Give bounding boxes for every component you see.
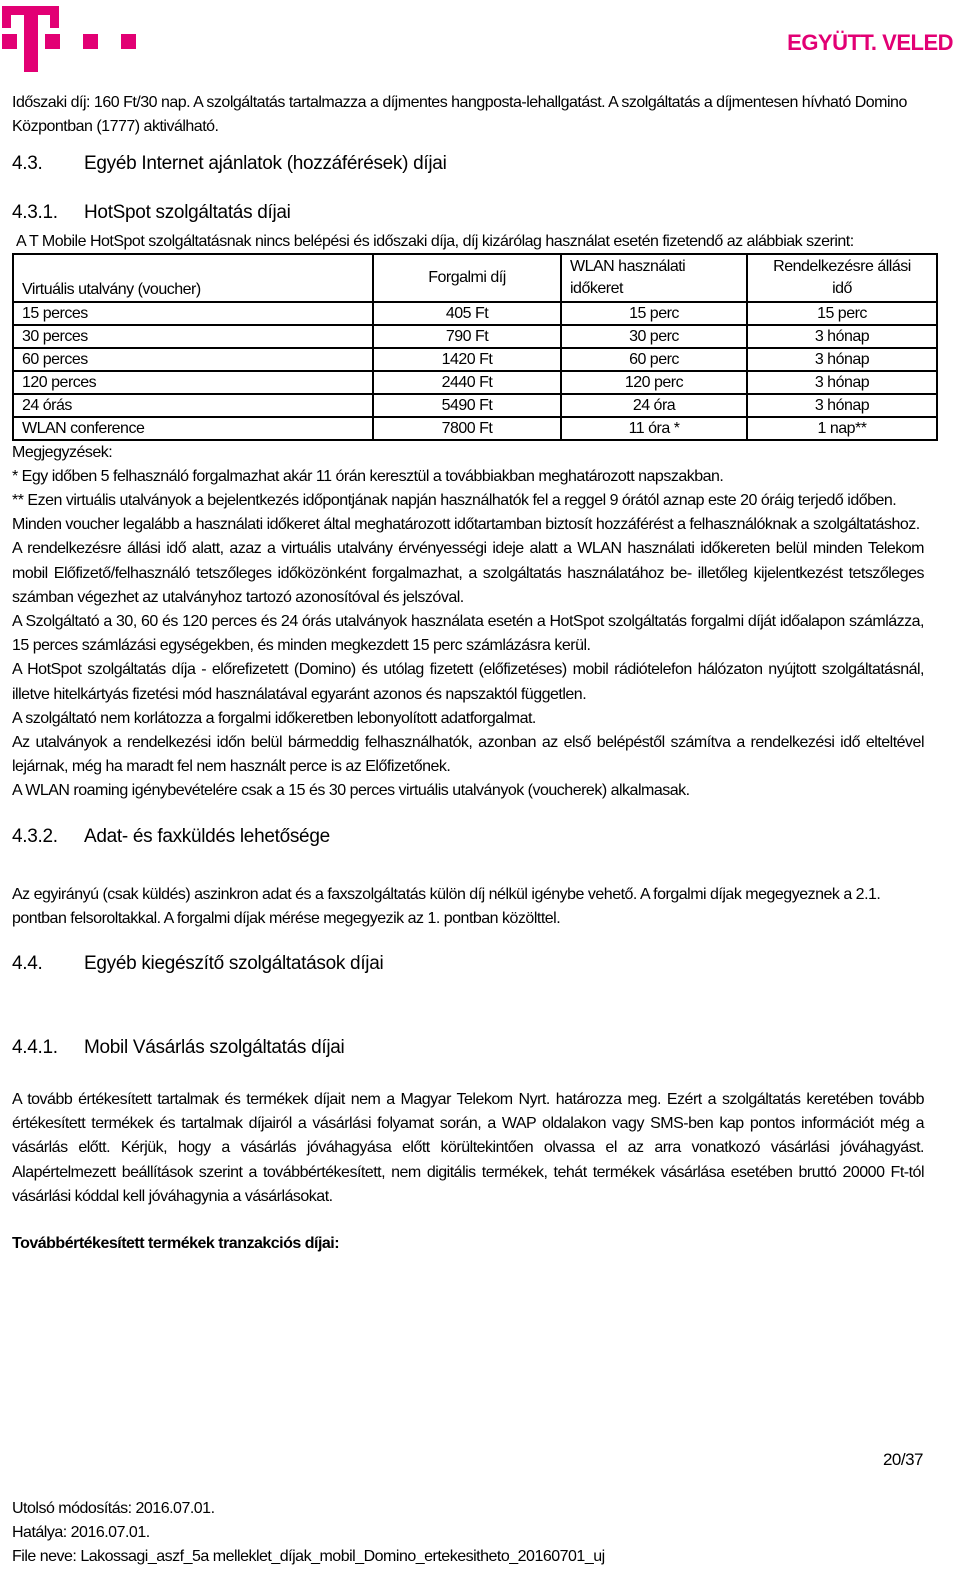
last-modified: Utolsó módosítás: 2016.07.01. [12,1500,215,1517]
brand-slogan: EGYÜTT. VELED [787,30,953,55]
note-item: Az utalványok a rendelkezési időn belül bármeddig felhasználhatók, azonban az első belépéstől számítva a rendelkezési idő elteltével lejárnak, még ha maradt fel nem használt perce is az Előfizetőnek. [12,734,924,776]
cell-availability: 3 hónap [747,348,937,371]
section-title: Mobil Vásárlás szolgáltatás díjai [84,1037,345,1059]
cell-voucher: WLAN conference [13,417,373,440]
hotspot-fee-table [12,253,938,441]
notes-title: Megjegyzések: [12,443,113,461]
transaction-fees-subheading: Továbbértékesített termékek tranzakciós díjai: [12,1235,340,1253]
telekom-t-logo [2,6,70,72]
table-row [13,371,937,394]
header-availability [747,254,937,302]
cell-fee: 790 Ft [373,325,561,348]
document-body [12,91,924,1256]
cell-voucher: 30 perces [13,325,373,348]
header-wlan-time [561,254,747,302]
header-wlan-time-line1: WLAN használati [570,257,686,275]
section-title: Adat- és faxküldés lehetősége [84,825,330,847]
cell-voucher: 120 perces [13,371,373,394]
note-item: A WLAN roaming igénybevételére csak a 15 és 30 perces virtuális utalványok (voucherek) alkalmasak. [12,782,690,800]
table-row [13,417,937,440]
header-voucher [13,254,373,302]
section-number: 4.3.1. [12,202,58,224]
note-item: * Egy időben 5 felhasználó forgalmazhat akár 11 órán keresztül a továbbiakban meghatározott napszakban. [12,467,724,485]
note-item: A HotSpot szolgáltatás díja - előrefizetett (Domino) és utólag fizetett (előfizetéses) mobil rádiótelefon hálózaton nyújtott szolgáltatásnál, illetve hitelkártyás fizetési mód használatával egyaránt azonos és napszaktól független. [12,661,924,703]
section-4-4-1-heading [12,1037,924,1059]
cell-time: 30 perc [561,325,747,348]
page-number: 20/37 [882,1450,923,1469]
table-header-row [13,254,937,302]
note-item: ** Ezen virtuális utalványok a bejelentkezés időpontjának napján használhatók fel a reggel 9 órától aznap este 20 óráig terjedő időben. [12,492,897,510]
cell-fee: 7800 Ft [373,417,561,440]
section-title: Egyéb Internet ajánlatok (hozzáférések) díjai [84,153,447,175]
section-number: 4.3. [12,153,43,175]
cell-availability: 3 hónap [747,394,937,417]
effective-date: Hatálya: 2016.07.01. [12,1524,150,1541]
cell-voucher: 15 perces [13,302,373,325]
cell-fee: 1420 Ft [373,348,561,371]
intro-paragraph: Időszaki díj: 160 Ft/30 nap. A szolgáltatás tartalmazza a díjmentes hangposta-lehallgatást. A szolgáltatás a díjmentesen hívható Domino Központban (1777) aktiválható. [12,94,907,136]
note-item: A Szolgáltató a 30, 60 és 120 perces és 24 órás utalványok használata esetén a HotSpot szolgáltatás forgalmi díját időalapon számlázza, 15 perces számlázási egységekben, és minden megkezdett 15 perc számlázásra kerül. [12,613,924,655]
table-row [13,302,937,325]
table-row [13,394,937,417]
note-item: Minden voucher legalább a használati időkeret által meghatározott időtartamban biztosít hozzáférést a felhasználóknak a szolgáltatáshoz. [12,516,920,534]
cell-time: 60 perc [561,348,747,371]
cell-voucher: 60 perces [13,348,373,371]
fax-paragraph: Az egyirányú (csak küldés) aszinkron adat és a faxszolgáltatás külön díj nélkül igénybe vehető. A forgalmi díjak megegyeznek a 2.1. pontban felsoroltakkal. A forgalmi díjak mérése megegyezik az 1. pontban közölttel. [12,885,881,927]
cell-time: 24 óra [561,394,747,417]
cell-time: 11 óra * [561,417,747,440]
cell-availability: 3 hónap [747,371,937,394]
table-row [13,348,937,371]
header-wlan-time-line2: időkeret [570,279,623,297]
cell-fee: 5490 Ft [373,394,561,417]
cell-voucher: 24 órás [13,394,373,417]
cell-time: 15 perc [561,302,747,325]
header-voucher-label: Virtuális utalvány (voucher) [22,280,201,298]
section-4-4-heading [12,953,924,975]
section-4-3-1-heading [12,202,924,224]
cell-availability: 3 hónap [747,325,937,348]
hotspot-intro: A T Mobile HotSpot szolgáltatásnak nincs belépési és időszaki díja, díj kizárólag használat esetén fizetendő az alábbiak szerint: [16,233,854,251]
cell-fee: 405 Ft [373,302,561,325]
cell-availability: 1 nap** [747,417,937,440]
logo-dot-2 [121,34,136,49]
mobile-purchase-paragraph: A tovább értékesített tartalmak és termékek díjait nem a Magyar Telekom Nyrt. határozza meg. Ezért a szolgáltatás keretében tovább értékesített termékek és tartalmak díjairól a vásárlási folyamat során, a WAP oldalakon vagy SMS-ben kap pontos információt még a vásárlás előtt. Kérjük, hogy a vásárlás jóváhagyása előtt körültekintően olvassa el az arra vonatkozó vásárlási jóváhagyást. Alapértelmezett beállítások szerint a továbbértékesített, nem digitális termékek, tehát termékek vásárlása esetében bruttó 20000 Ft-tól vásárlási kóddal kell jóváhagynia a vásárlásokat. [12,1091,924,1205]
header-availability-line1: Rendelkezésre állási [773,257,911,275]
table-row [13,325,937,348]
section-title: HotSpot szolgáltatás díjai [84,202,291,224]
cell-fee: 2440 Ft [373,371,561,394]
logo-dot-1 [83,34,98,49]
section-4-3-heading [12,153,924,175]
document-footer [12,1497,605,1569]
section-number: 4.4. [12,953,43,975]
section-number: 4.3.2. [12,825,58,847]
header-availability-line2: idő [832,279,852,297]
notes-block [12,441,924,804]
section-4-3-2-heading [12,826,924,848]
note-item: A rendelkezésre állási idő alatt, azaz a virtuális utalvány érvényességi ideje alatt a WLAN használati időkereten belül minden Telekom mobil Előfizető/felhasználó tetszőleges időközönként forgalmazhat, a szolgáltatás használatához be- illetőleg kijelentkezést tetszőleges számban végezhet az utalványhoz tartozó azonosítóval és jelszóval. [12,540,924,606]
cell-availability: 15 perc [747,302,937,325]
cell-time: 120 perc [561,371,747,394]
section-title: Egyéb kiegészítő szolgáltatások díjai [84,953,384,975]
note-item: A szolgáltató nem korlátozza a forgalmi időkeretben lebonyolított adatforgalmat. [12,709,536,727]
header-traffic-fee-label: Forgalmi díj [428,268,506,286]
header-traffic-fee [373,254,561,302]
file-name: File neve: Lakossagi_aszf_5a melleklet_díjak_mobil_Domino_ertekesitheto_20160701_uj [12,1548,605,1565]
section-number: 4.4.1. [12,1037,58,1059]
